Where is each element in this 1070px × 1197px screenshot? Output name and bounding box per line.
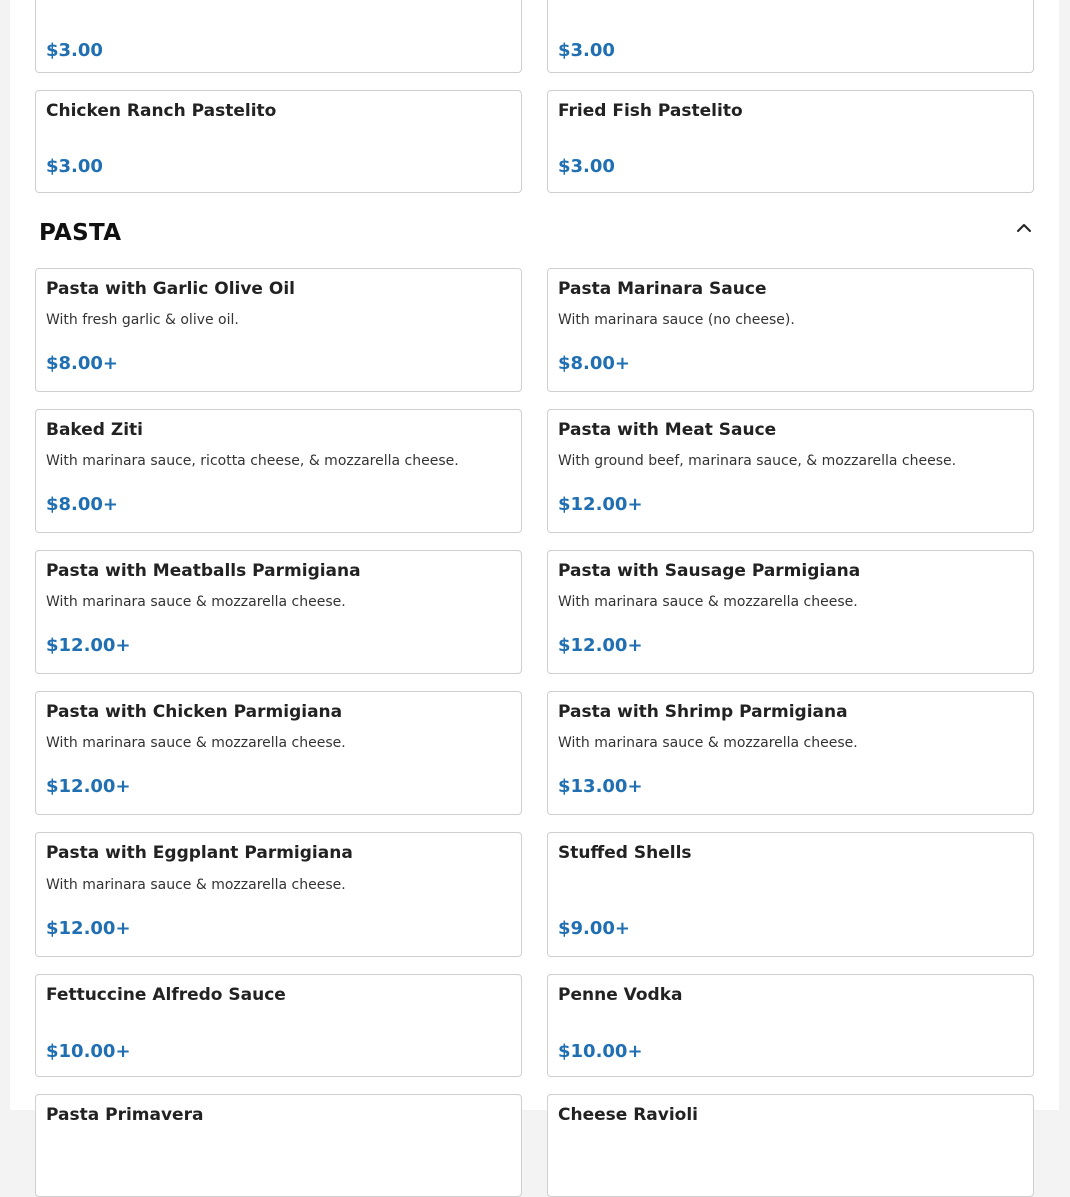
- menu-item-name: Pasta Primavera: [46, 1105, 204, 1125]
- menu-item-name: Baked Ziti: [46, 420, 144, 440]
- menu-item-description: With marinara sauce & mozzarella cheese.: [558, 735, 858, 751]
- menu-item-price: $8.00+: [558, 353, 631, 374]
- menu-item-price: $12.00+: [558, 635, 643, 656]
- menu-item-price: $3.00: [46, 156, 103, 177]
- menu-item-price: $12.00+: [46, 776, 131, 797]
- menu-item-price: $10.00+: [558, 1041, 643, 1062]
- menu-item-description: With fresh garlic & olive oil.: [46, 312, 239, 328]
- menu-item-card[interactable]: [547, 268, 1034, 392]
- menu-item-card[interactable]: [547, 550, 1034, 674]
- menu-item-description: [558, 877, 1023, 894]
- menu-item-name: Stuffed Shells: [558, 843, 692, 863]
- menu-item-card[interactable]: [547, 974, 1034, 1077]
- menu-item-description: With marinara sauce & mozzarella cheese.: [46, 735, 346, 751]
- chevron-up-icon[interactable]: [1014, 218, 1034, 238]
- menu-item-card[interactable]: [35, 691, 522, 815]
- menu-item-price: $9.00+: [558, 918, 631, 939]
- menu-item-card[interactable]: [35, 0, 522, 73]
- menu-item-name: Chicken Ranch Pastelito: [46, 101, 277, 121]
- menu-item-name: Pasta with Sausage Parmigiana: [558, 561, 861, 581]
- menu-item-price: $12.00+: [558, 494, 643, 515]
- menu-item-description: With marinara sauce & mozzarella cheese.: [558, 594, 858, 610]
- menu-item-name: Cheese Ravioli: [558, 1105, 699, 1125]
- menu-item-name: Fried Fish Pastelito: [558, 101, 743, 121]
- menu-item-description: With marinara sauce & mozzarella cheese.: [46, 877, 346, 893]
- menu-item-price: $10.00+: [46, 1041, 131, 1062]
- menu-item-name: Pasta with Eggplant Parmigiana: [46, 843, 353, 863]
- menu-item-card[interactable]: [547, 691, 1034, 815]
- menu-item-name: Pasta with Chicken Parmigiana: [46, 702, 343, 722]
- menu-item-card[interactable]: [35, 550, 522, 674]
- menu-item-name: Pasta with Meat Sauce: [558, 420, 777, 440]
- menu-item-card[interactable]: [35, 1094, 522, 1197]
- menu-item-card[interactable]: [547, 90, 1034, 193]
- menu-item-description: With marinara sauce, ricotta cheese, & mozzarella cheese.: [46, 453, 459, 469]
- menu-page: [10, 0, 1059, 1125]
- menu-item-price: $12.00+: [46, 635, 131, 656]
- menu-item-price: $12.00+: [46, 918, 131, 939]
- menu-item-price: $8.00+: [46, 494, 119, 515]
- menu-item-card[interactable]: [547, 1094, 1034, 1197]
- menu-item-name: Pasta with Meatballs Parmigiana: [46, 561, 361, 581]
- menu-item-description: With ground beef, marinara sauce, & mozzarella cheese.: [558, 453, 957, 469]
- menu-item-price: $3.00: [558, 156, 615, 177]
- section-title: PASTA: [39, 220, 122, 246]
- menu-item-name: Fettuccine Alfredo Sauce: [46, 985, 286, 1005]
- menu-item-card[interactable]: [547, 409, 1034, 533]
- menu-item-price: $8.00+: [46, 353, 119, 374]
- menu-item-description: With marinara sauce (no cheese).: [558, 312, 795, 328]
- menu-item-price: $3.00: [558, 40, 615, 61]
- pastelitos-grid: [35, 0, 1034, 193]
- menu-item-card[interactable]: [35, 832, 522, 957]
- menu-item-card[interactable]: [35, 974, 522, 1077]
- menu-item-card[interactable]: [547, 832, 1034, 957]
- menu-item-name: Penne Vodka: [558, 985, 683, 1005]
- menu-item-card[interactable]: [547, 0, 1034, 73]
- pasta-section-header[interactable]: [39, 214, 1034, 254]
- menu-item-price: $13.00+: [558, 776, 643, 797]
- menu-item-name: Pasta Marinara Sauce: [558, 279, 767, 299]
- menu-item-card[interactable]: [35, 90, 522, 193]
- menu-item-price: $3.00: [46, 40, 103, 61]
- menu-item-name: Pasta with Shrimp Parmigiana: [558, 702, 848, 722]
- pasta-grid: [35, 268, 1034, 1197]
- menu-item-description: With marinara sauce & mozzarella cheese.: [46, 594, 346, 610]
- menu-item-card[interactable]: [35, 268, 522, 392]
- menu-item-card[interactable]: [35, 409, 522, 533]
- menu-item-name: Pasta with Garlic Olive Oil: [46, 279, 295, 299]
